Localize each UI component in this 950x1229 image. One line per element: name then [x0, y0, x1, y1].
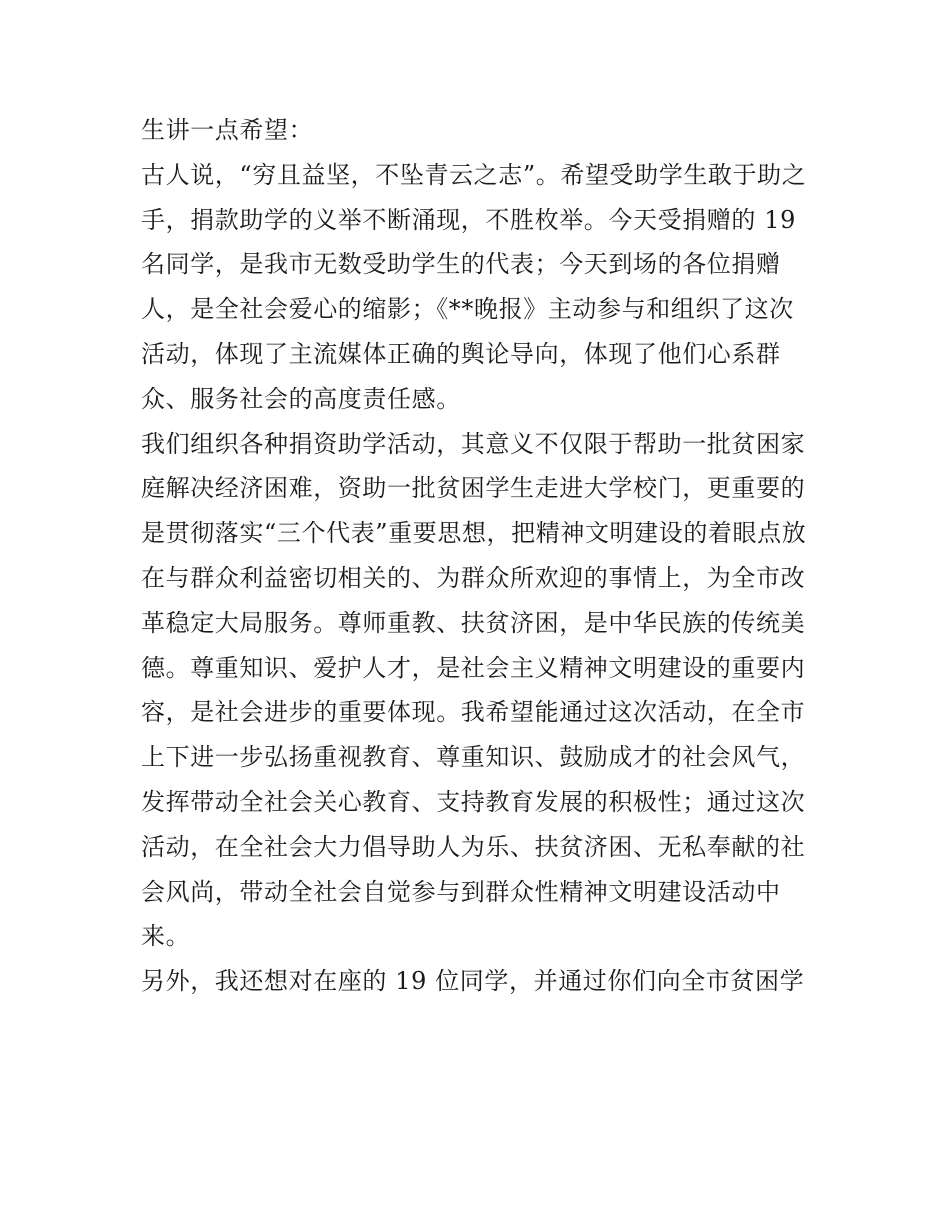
text-line: 德。尊重知识、爱护人才，是社会主义精神文明建设的重要内 [141, 653, 806, 682]
text-line: 活动，体现了主流媒体正确的舆论导向，体现了他们心系群 [141, 339, 781, 368]
text-line: 我们组织各种捐资助学活动，其意义不仅限于帮助一批贫困家 [141, 429, 806, 458]
text-line: 另外，我还想对在座的 19 位同学，并通过你们向全市贫困学 [141, 967, 805, 996]
text-line: 上下进一步弘扬重视教育、尊重知识、鼓励成才的社会风气， [141, 743, 806, 772]
text-line: 人，是全社会爱心的缩影；《**晚报》主动参与和组织了这次 [141, 295, 794, 324]
text-line: 会风尚，带动全社会自觉参与到群众性精神文明建设活动中 [141, 877, 781, 906]
text-line: 革稳定大局服务。尊师重教、扶贫济困，是中华民族的传统美 [141, 608, 806, 637]
text-line: 活动，在全社会大力倡导助人为乐、扶贫济困、无私奉献的社 [141, 832, 806, 861]
text-line: 生讲一点希望： [141, 116, 314, 144]
text-line: 古人说，“穷且益坚，不坠青云之志”。希望受助学生敢于助之 [141, 160, 807, 189]
text-line: 是贯彻落实“三个代表”重要思想，把精神文明建设的着眼点放 [141, 519, 807, 548]
text-line: 来。 [141, 922, 191, 951]
text-line: 庭解决经济困难，资助一批贫困学生走进大学校门，更重要的 [141, 474, 806, 503]
text-line: 手，捐款助学的义举不断涌现，不胜枚举。今天受捐赠的 19 [141, 205, 796, 234]
text-line: 发挥带动全社会关心教育、支持教育发展的积极性；通过这次 [141, 787, 806, 816]
text-line: 名同学，是我市无数受助学生的代表；今天到场的各位捐赠 [141, 250, 781, 279]
text-line: 容，是社会进步的重要体现。我希望能通过这次活动，在全市 [141, 698, 806, 727]
text-line: 众、服务社会的高度责任感。 [141, 384, 461, 413]
body-text [141, 108, 813, 1004]
text-line: 在与群众利益密切相关的、为群众所欢迎的事情上，为全市改 [141, 563, 806, 592]
